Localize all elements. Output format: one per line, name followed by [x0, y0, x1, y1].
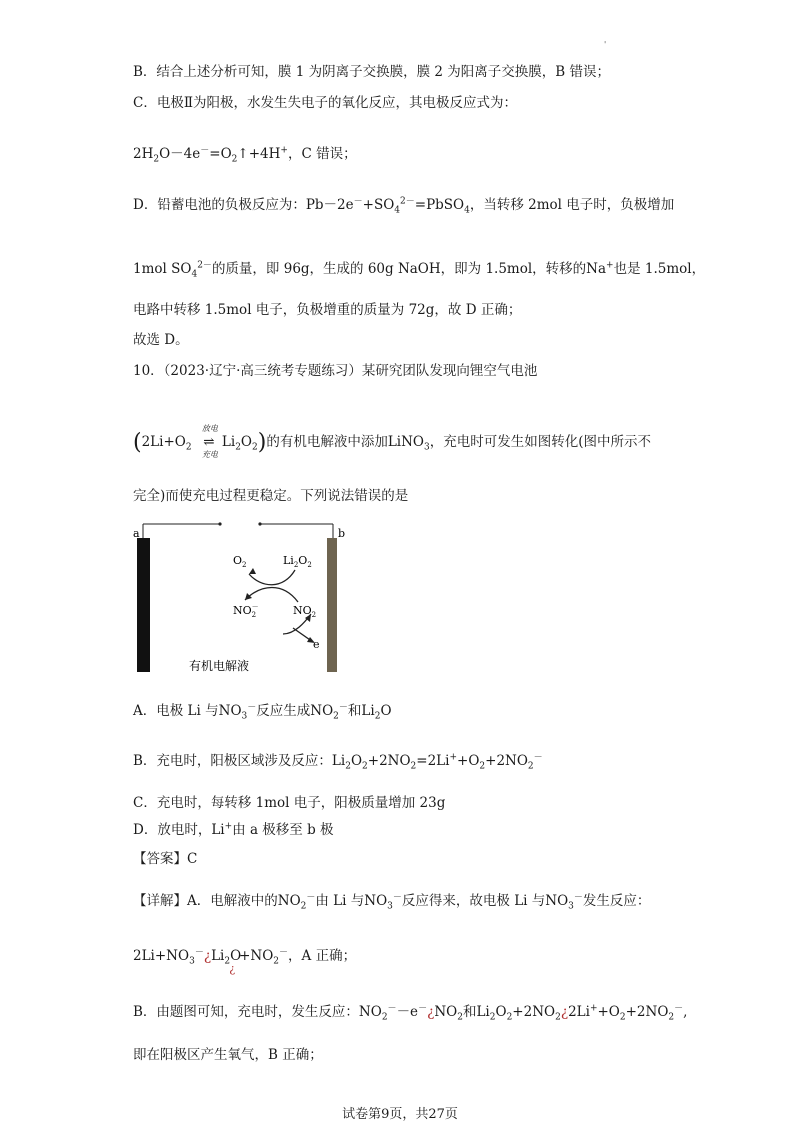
option-d[interactable]: D．放电时，Li+由 a 极移至 b 极 [133, 821, 334, 838]
text: 也是 1.5mol， [613, 261, 706, 277]
option-d-prev-line2: 1mol $SO_4^{2-}$的质量，即 96g，生成的 60g NaOH，即为 1.5mol，转移的Na+也是 1.5mol， [133, 260, 706, 280]
svg-text:NO－2: NO－ 2 [233, 603, 259, 619]
detail-b: B．由题图可知，充电时，发生反应：$NO_2^--e^-¿NO_2$和$Li_2O_2+2NO_2¿2Li^++O_2+2NO_2^-$, [133, 1003, 688, 1023]
text: 发生反应： [582, 893, 651, 909]
unknown-glyph: ¿ [560, 1004, 569, 1020]
text: 由 a 极移至 b 极 [232, 822, 334, 838]
label-b: b [338, 527, 346, 540]
label-electron: e [313, 638, 320, 651]
text: ，A 正确； [288, 948, 357, 964]
unknown-glyph: ¿ [203, 948, 212, 964]
corner-mark: ' [604, 40, 607, 49]
text: A．电极 Li 与 [133, 703, 219, 719]
unknown-glyph: ¿ [229, 962, 236, 975]
text: 和 [347, 703, 362, 719]
arrow-no2-to-no2m [245, 588, 298, 603]
option-d-prev-line1: D．铅蓄电池的负极反应为：$Pb-2e^-+SO_4^{2-}=PbSO_4$，当转移 2mol 电子时，负极增加 [133, 196, 675, 216]
option-b[interactable]: B．充电时，阳极区域涉及反应：$Li_2O_2+2NO_2=2Li^++O_2+2NO_2^-$ [133, 752, 543, 772]
text: 反应得来，故电极 Li 与 [401, 893, 546, 909]
reversible-arrow: 放电 ⇌ 充电 [196, 432, 222, 452]
text: 的有机电解液中添加 [266, 434, 388, 450]
equation-water-oxidation: $2H_2O-4e^-=O_2↑+4H^+$，C 错误； [133, 145, 357, 165]
electrolyte-label: 有机电解液 [189, 659, 250, 673]
text: D．放电时， [133, 822, 212, 838]
text: B．由题图可知，充电时，发生反应： [133, 1004, 359, 1020]
label-a: a [133, 527, 140, 540]
label-no2-minus: NO [233, 604, 252, 617]
arrowhead-o2 [249, 568, 256, 574]
option-a[interactable]: A．电极 Li 与$NO_3^-$反应生成$NO_2^-$和$Li_2O$ [133, 702, 392, 722]
detail-b-end: 即在阳极区产生氧气，B 正确； [133, 1047, 323, 1063]
label-no2: NO [293, 604, 312, 617]
switch-terminal-left [218, 522, 221, 525]
option-d-prev-line3: 电路中转移 1.5mol 电子，负极增重的质量为 72g，故 D 正确； [133, 302, 522, 318]
option-b-prev: B．结合上述分析可知，膜 1 为阴离子交换膜，膜 2 为阳离子交换膜，B 错误； [133, 64, 610, 80]
text: 由 Li 与 [315, 893, 365, 909]
charge-label: 充电 [201, 450, 218, 459]
page-footer: 试卷第9页，共27页 [342, 1107, 458, 1122]
text: 反应生成 [256, 703, 311, 719]
svg-text:NO2: $NO_2$ [293, 604, 317, 619]
option-c[interactable]: C．充电时，每转移 1mol 电子，阳极质量增加 23g [133, 795, 446, 811]
discharge-label: 放电 [201, 424, 218, 433]
choose-line: 故选 D。 [133, 332, 189, 348]
text: ，充电时可发生如图转化(图中所示不 [429, 434, 652, 450]
unknown-glyph: ¿ [427, 1004, 435, 1020]
svg-text:O2: $O_2$ [233, 554, 247, 569]
electrode-a [137, 538, 150, 672]
label-li2o2: Li [283, 554, 294, 567]
option-c-prev: C．电极Ⅱ为阳极，水发生失电子的氧化反应，其电极反应式为： [133, 95, 518, 111]
electrode-b [327, 538, 337, 672]
detail-a-equation: $2Li+NO_3^-¿Li_2O_¿+NO_2^-$，A 正确； [133, 947, 357, 975]
text: 1mol [133, 261, 172, 277]
text: 的质量，即 96g，生成的 60g NaOH，即为 1.5mol，转移的 [211, 261, 587, 277]
text: D．铅蓄电池的负极反应为： [133, 197, 306, 213]
text: 和 [462, 1004, 477, 1020]
svg-text:Li2O2: $Li_2O_2$ [283, 554, 312, 569]
question-10-reaction-line: ($2Li+O_2$ 放电 ⇌ 充电 $Li_2O_2$)的有机电解液中添加LiNO$_3$，充电时可发生如图转化(图中所示不 [133, 432, 651, 453]
text: 【详解】A．电解液中的 [133, 893, 278, 909]
arrow-li2o2-to-o2 [249, 570, 295, 585]
detail-a: 【详解】A．电解液中的$NO_2^-$由 Li 与$NO_3^-$反应得来，故电极 Li 与$NO_3^-$发生反应： [133, 892, 651, 912]
equation-tail: ，C 错误； [287, 146, 357, 162]
question-10-stem-end: 完全)而使充电过程更稳定。下列说法错误的是 [133, 488, 409, 504]
label-o2: O [233, 554, 243, 567]
text: B．充电时，阳极区域涉及反应： [133, 753, 332, 769]
answer: 【答案】C [133, 851, 198, 867]
question-10-stem: 10．（2023·辽宁·高三统考专题练习）某研究团队发现向锂空气电池 [133, 363, 538, 379]
cell-diagram [133, 522, 353, 682]
text: ，当转移 2mol 电子时，负极增加 [469, 197, 675, 213]
